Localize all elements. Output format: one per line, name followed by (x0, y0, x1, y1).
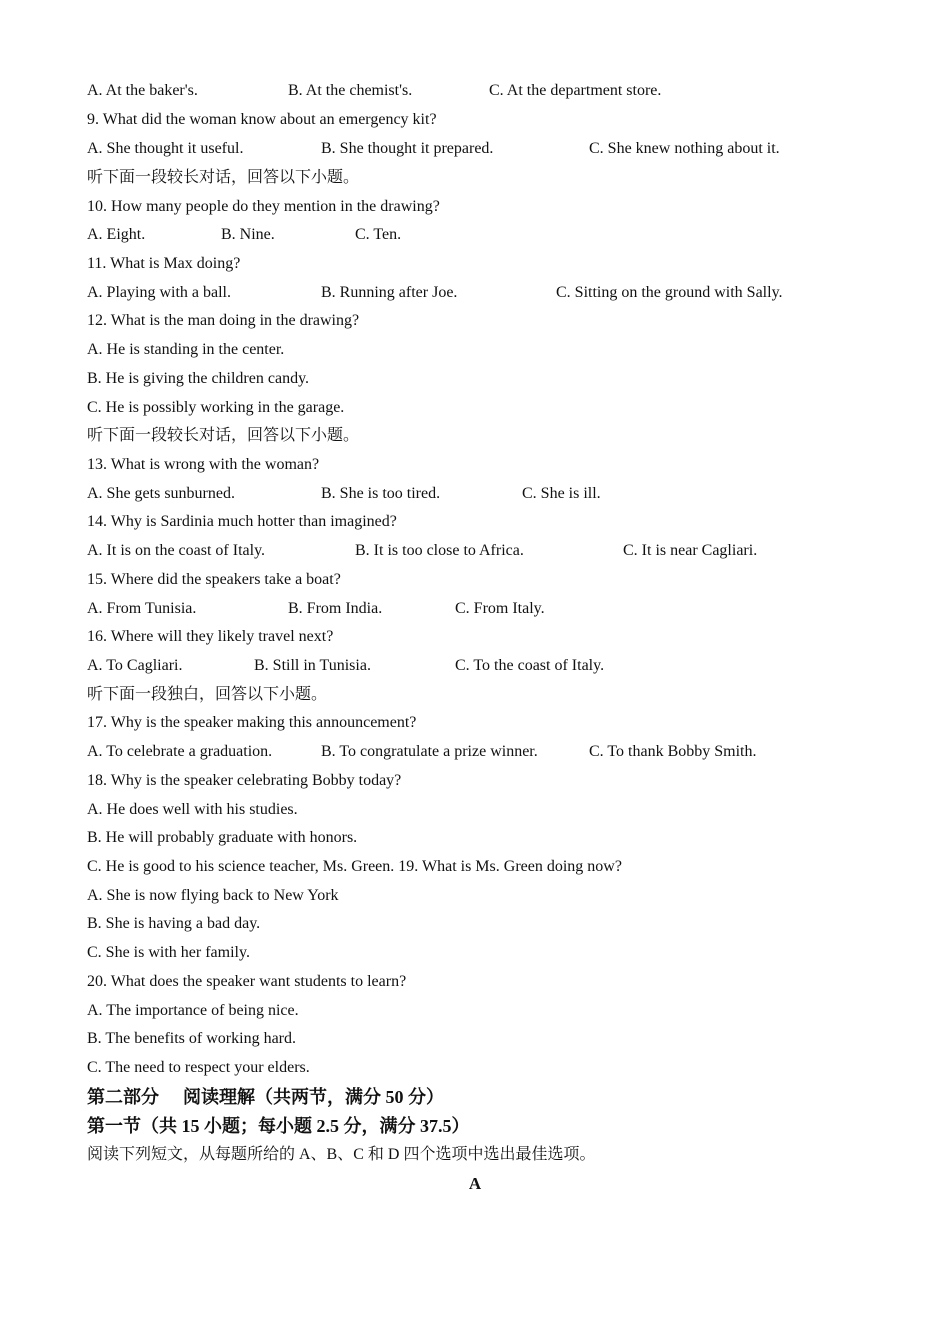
instruction-long-dialogue: 听下面一段较长对话，回答以下小题。 (87, 427, 360, 444)
question-11: 11. What is Max doing? (87, 255, 241, 272)
option-c: C. To the coast of Italy. (455, 657, 605, 674)
q20-option-b: B. The benefits of working hard. (87, 1030, 296, 1047)
instruction-monologue: 听下面一段独白，回答以下小题。 (87, 686, 328, 703)
question-12: 12. What is the man doing in the drawing? (87, 312, 360, 329)
option-a: A. She thought it useful. (87, 140, 244, 157)
q18-option-c-q19: C. He is good to his science teacher, Ms. Green. 19. What is Ms. Green doing now? (87, 858, 622, 875)
q12-option-a: A. He is standing in the center. (87, 341, 285, 358)
option-c: C. At the department store. (489, 82, 662, 99)
section-one-heading: 第一节（共 15 小题；每小题 2.5 分，满分 37.5） (87, 1116, 470, 1136)
option-b: B. She is too tired. (321, 485, 441, 502)
question-18: 18. Why is the speaker celebrating Bobby today? (87, 772, 402, 789)
q12-option-c: C. He is possibly working in the garage. (87, 399, 345, 416)
question-15: 15. Where did the speakers take a boat? (87, 571, 341, 588)
question-13: 13. What is wrong with the woman? (87, 456, 320, 473)
option-a: A. Eight. (87, 226, 146, 243)
option-b: B. Running after Joe. (321, 284, 458, 301)
q18-option-a: A. He does well with his studies. (87, 801, 298, 818)
option-b: B. Still in Tunisia. (254, 657, 371, 674)
q19-option-a: A. She is now flying back to New York (87, 887, 339, 904)
option-b: B. She thought it prepared. (321, 140, 494, 157)
question-20: 20. What does the speaker want students to learn? (87, 973, 407, 990)
option-a: A. To Cagliari. (87, 657, 183, 674)
q19-option-c: C. She is with her family. (87, 944, 250, 961)
part-two-label: 第二部分 (87, 1087, 159, 1107)
q20-option-a: A. The importance of being nice. (87, 1002, 299, 1019)
option-b: B. It is too close to Africa. (355, 542, 524, 559)
option-b: B. From India. (288, 600, 383, 617)
option-b: B. At the chemist's. (288, 82, 413, 99)
option-a: A. From Tunisia. (87, 600, 197, 617)
instruction-long-dialogue: 听下面一段较长对话，回答以下小题。 (87, 169, 360, 186)
option-c: C. She is ill. (522, 485, 601, 502)
q20-option-c: C. The need to respect your elders. (87, 1059, 310, 1076)
part-two-title: 阅读理解（共两节，满分 50 分） (183, 1087, 444, 1107)
part-two-heading (87, 1086, 444, 1108)
q12-option-b: B. He is giving the children candy. (87, 370, 310, 387)
option-a: A. Playing with a ball. (87, 284, 231, 301)
option-c: C. Ten. (355, 226, 402, 243)
option-a: A. At the baker's. (87, 82, 198, 99)
question-14: 14. Why is Sardinia much hotter than imagined? (87, 513, 397, 530)
option-c: C. It is near Cagliari. (623, 542, 758, 559)
q19-option-b: B. She is having a bad day. (87, 915, 261, 932)
option-c: C. From Italy. (455, 600, 545, 617)
question-17: 17. Why is the speaker making this announcement? (87, 714, 417, 731)
option-c: C. Sitting on the ground with Sally. (556, 284, 783, 301)
option-a: A. She gets sunburned. (87, 485, 235, 502)
option-a: A. It is on the coast of Italy. (87, 542, 266, 559)
option-b: B. To congratulate a prize winner. (321, 743, 538, 760)
passage-label: A (468, 1174, 482, 1193)
question-9: 9. What did the woman know about an emergency kit? (87, 111, 437, 128)
option-c: C. To thank Bobby Smith. (589, 743, 757, 760)
option-a: A. To celebrate a graduation. (87, 743, 273, 760)
question-16: 16. Where will they likely travel next? (87, 628, 334, 645)
q18-option-b: B. He will probably graduate with honors. (87, 829, 358, 846)
option-c: C. She knew nothing about it. (589, 140, 780, 157)
reading-instruction: 阅读下列短文，从每题所给的 A、B、C 和 D 四个选项中选出最佳选项。 (87, 1146, 596, 1163)
option-b: B. Nine. (221, 226, 275, 243)
question-10: 10. How many people do they mention in the drawing? (87, 198, 440, 215)
